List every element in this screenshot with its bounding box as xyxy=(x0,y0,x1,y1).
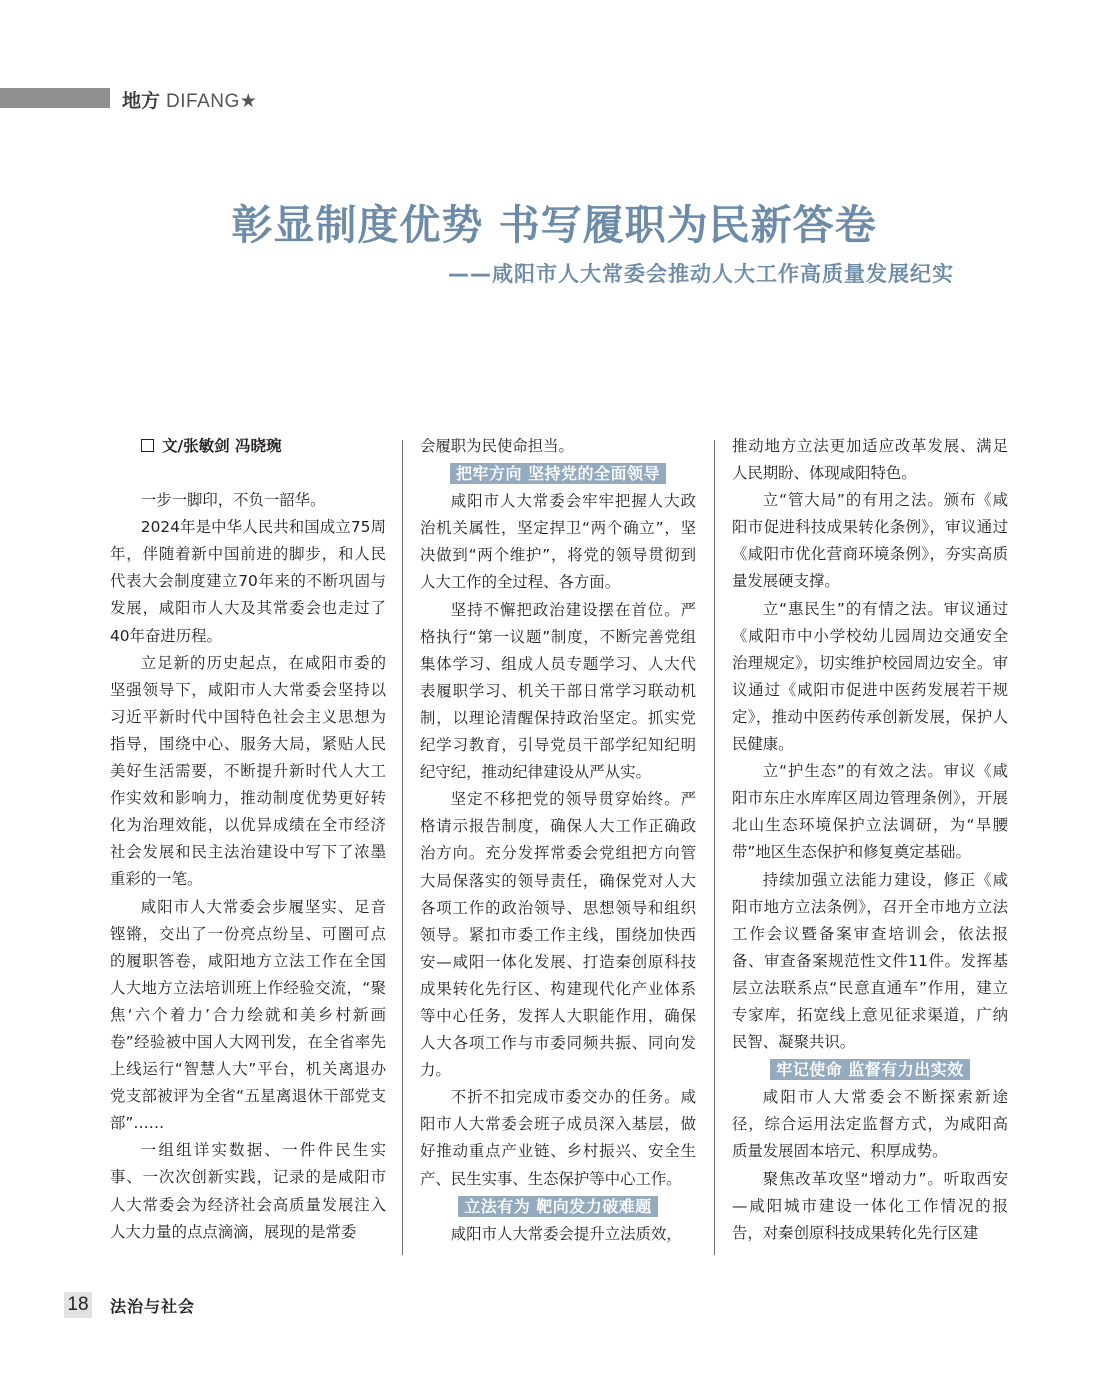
section-heading xyxy=(732,1056,1008,1084)
section-name-cn: 地方 xyxy=(122,90,161,112)
article-title: 彰显制度优势 书写履职为民新答卷 xyxy=(231,201,877,249)
paragraph: 不折不扣完成市委交办的任务。咸阳市人大常委会班子成员深入基层，做好推动重点产业链、乡村振兴、安全生产、民生实事、生态保护等中心工作。 xyxy=(420,1088,696,1188)
section-heading-text: 牢记使命 监督有力出实效 xyxy=(770,1059,970,1080)
paragraph: 立“惠民生”的有情之法。审议通过《咸阳市中小学校幼儿园周边交通安全治理规定》，切实维护校园周边安全。审议通过《咸阳市促进中医药发展若干规定》，推动中医药传承创新发展，保护人民健康。 xyxy=(732,599,1008,754)
magazine-name: 法治与社会 xyxy=(110,1297,196,1316)
paragraph: 一组组详实数据、一件件民生实事、一次次创新实践，记录的是咸阳市人大常委会为经济社会高质量发展注入人大力量的点点滴滴，展现的是常委 xyxy=(110,1141,386,1241)
article-subtitle: ——咸阳市人大常委会推动人大工作高质量发展纪实 xyxy=(448,262,954,286)
paragraph: 一步一脚印，不负一韶华。 xyxy=(140,491,326,510)
section-heading-text: 立法有为 靶向发力破难题 xyxy=(458,1196,658,1217)
section-bar xyxy=(0,88,110,108)
page-number: 18 xyxy=(64,1292,92,1318)
column-1 xyxy=(110,433,386,1246)
paragraph: 聚焦改革攻坚“增动力”。听取西安—咸阳城市建设一体化工作情况的报告，对秦创原科技成果转化先行区建 xyxy=(732,1169,1008,1242)
paragraph: 咸阳市人大常委会不断探索新途径，综合运用法定监督方式，为咸阳高质量发展固本培元、积厚成势。 xyxy=(732,1088,1008,1161)
paragraph: 咸阳市人大常委会步履坚实、足音铿锵，交出了一份亮点纷呈、可圈可点的履职答卷，咸阳地方立法工作在全国人大地方立法培训班上作经验交流，“聚焦‘六个着力’合力绘就和美乡村新画卷”经验被中国人大网刊发，在全省率先上线运行“智慧人大”平台，机关离退办党支部被评为全省“五星离退休干部党支部”…… xyxy=(110,897,386,1133)
paragraph: 立“管大局”的有用之法。颁布《咸阳市促进科技成果转化条例》，审议通过《咸阳市优化营商环境条例》，夯实高质量发展硬支撑。 xyxy=(732,491,1008,591)
column-divider xyxy=(402,440,403,1255)
paragraph: 坚持不懈把政治建设摆在首位。严格执行“第一议题”制度，不断完善党组集体学习、组成人员专题学习、人大代表履职学习、机关干部日常学习联动机制，以理论清醒保持政治坚定。抓实党纪学习教育，引导党员干部学纪知纪明纪守纪，推动纪律建设从严从实。 xyxy=(420,600,696,782)
paragraph: 立足新的历史起点，在咸阳市委的坚强领导下，咸阳市人大常委会坚持以习近平新时代中国特色社会主义思想为指导，围绕中心、服务大局，紧贴人民美好生活需要，不断提升新时代人大工作实效和影响力，推动制度优势更好转化为治理效能，以优异成绩在全市经济社会发展和民主法治建设中写下了浓墨重彩的一笔。 xyxy=(110,653,386,889)
section-heading xyxy=(420,1193,696,1221)
column-3 xyxy=(732,433,1008,1247)
square-icon xyxy=(141,439,154,452)
paragraph: 推动地方立法更加适应改革发展、满足人民期盼、体现咸阳特色。 xyxy=(732,437,1008,483)
paragraph: 咸阳市人大常委会提升立法质效， xyxy=(450,1224,682,1243)
paragraph: 立“护生态”的有效之法。审议《咸阳市东庄水库库区周边管理条例》，开展北山生态环境保护立法调研，为“旱腰带”地区生态保护和修复奠定基础。 xyxy=(732,762,1008,862)
column-2 xyxy=(420,433,696,1248)
paragraph: 坚定不移把党的领导贯穿始终。严格请示报告制度，确保人大工作正确政治方向。充分发挥常委会党组把方向管大局保落实的领导责任，确保党对人大各项工作的政治领导、思想领导和组织领导。紧扣市委工作主线，围绕加快西安—咸阳一体化发展、打造秦创原科技成果转化先行区、构建现代化产业体系等中心任务，发挥人大职能作用，确保人大各项工作与市委同频共振、同向发力。 xyxy=(420,790,696,1080)
paragraph: 2024年是中华人民共和国成立75周年，伴随着新中国前进的脚步，和人民代表大会制度建立70年来的不断巩固与发展，咸阳市人大及其常委会也走过了40年奋进历程。 xyxy=(110,518,386,645)
section-heading xyxy=(420,460,696,488)
byline xyxy=(110,433,386,460)
byline-text: 文/张敏剑 冯晓琬 xyxy=(162,437,282,455)
paragraph: 会履职为民使命担当。 xyxy=(420,437,574,455)
column-divider xyxy=(714,440,715,1255)
section-name-en: DIFANG★ xyxy=(166,91,258,112)
section-label xyxy=(122,86,257,113)
section-heading-text: 把牢方向 坚持党的全面领导 xyxy=(450,463,666,484)
paragraph: 持续加强立法能力建设，修正《咸阳市地方立法条例》，召开全市地方立法工作会议暨备案审查培训会，依法报备、审查备案规范性文件11件。发挥基层立法联系点“民意直通车”作用，建立专家库，拓宽线上意见征求渠道，广纳民智、凝聚共识。 xyxy=(732,870,1008,1052)
paragraph: 咸阳市人大常委会牢牢把握人大政治机关属性，坚定捍卫“两个确立”，坚决做到“两个维护”，将党的领导贯彻到人大工作的全过程、各方面。 xyxy=(420,492,696,592)
